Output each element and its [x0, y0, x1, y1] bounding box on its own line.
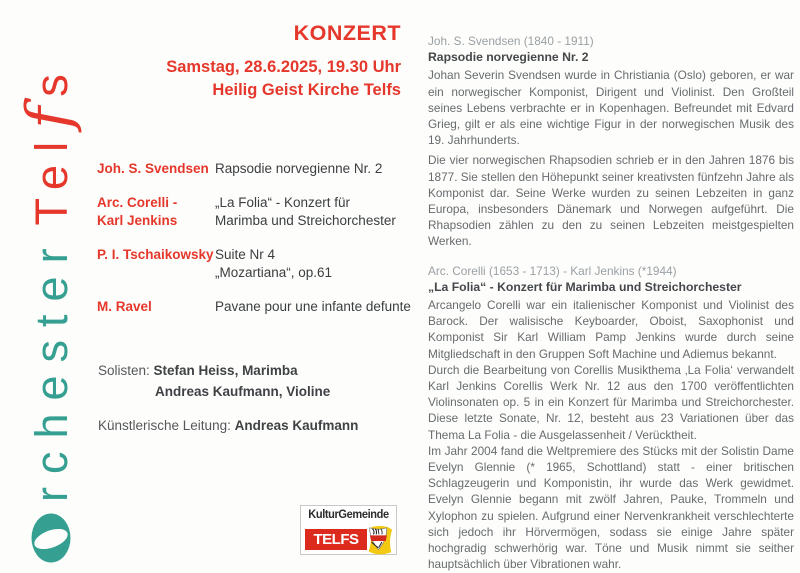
work-title: Rapsodie norvegienne Nr. 2	[215, 161, 383, 176]
telfs-label: TELFS	[305, 529, 367, 550]
composer-name-line2: Karl Jenkins	[97, 213, 178, 228]
orchester-o-logo-icon	[28, 512, 74, 564]
program-list	[97, 160, 427, 332]
event-venue: Heilig Geist Kirche Telfs	[212, 81, 401, 99]
event-date: Samstag, 28.6.2025, 19.30 Uhr	[166, 58, 401, 76]
work-title: „La Folia“ - Konzert für	[215, 195, 351, 210]
program-notes-column	[428, 33, 794, 573]
soloists-label: Solisten:	[98, 363, 154, 378]
soloist-name-violin: Andreas Kaufmann, Violine	[155, 384, 331, 399]
notes-paragraph: Die vier norwegischen Rhapsodien schrieb er in den Jahren 1876 bis 1877. Sie stellen den Höhepunkt seiner kreativsten fünfzehn Jahre als Komponist dar. Seine Werke wurden zu seinen Lebzeiten in ganz Europa, insbesonders Dänemark und Norwegen aufgeführt. Die Rhapsodien zählen zu den zu seinen Lebzeiten meistgespielten Werken.	[428, 153, 794, 249]
section-work-title: „La Folia“ - Konzert für Marimba und Streichorchester	[428, 279, 742, 294]
notes-section-corelli-jenkins	[428, 263, 794, 573]
kulturgemeinde-telfs-logo	[300, 505, 397, 555]
notes-paragraph: Durch die Bearbeitung von Corellis Musikthema ‚La Folia‘ verwandelt Karl Jenkins Corellis Werk Nr. 12 aus den 1700 veröffentlichten Violinsonaten op. 5 in ein Konzert für Marimba und Streichorchester. Diese letzte Sonate, Nr. 12, besteht aus 23 Variationen über das Thema La Folia - die Ausgelassenheit / Verücktheit.	[428, 362, 794, 442]
orchester-telfs-vertical-logo	[14, 4, 84, 570]
soloists-line2	[98, 381, 428, 402]
credits-block	[98, 360, 428, 436]
work-title: Suite Nr 4	[215, 247, 276, 262]
page-title: KONZERT	[293, 21, 401, 45]
work-title: Pavane pour une infante defunte	[215, 299, 411, 314]
telfs-crest-icon	[363, 525, 395, 557]
section-composer-header: Joh. S. Svendsen (1840 - 1911)	[428, 34, 594, 48]
notes-paragraph: Arcangelo Corelli war ein italienischer Komponist und Violinist des Barock. Der walisische Keyboarder, Oboist, Saxophonist und Komponist Sir Karl William Pamp Jenkins wurde durch seine Mitgliedschaft in den Gruppen Soft Machine und Adiemus bekannt.	[428, 298, 794, 361]
soloist-name-marimba: Stefan Heiss, Marimba	[153, 363, 298, 378]
notes-section-svendsen	[428, 33, 794, 250]
soloists-line1	[98, 360, 428, 381]
header-block	[100, 21, 401, 102]
notes-paragraph: Johan Severin Svendsen wurde in Christiania (Oslo) geboren, er war ein norwegischer Komponist, Dirigent und Violinist. Den Großteil seines Lebens verbrachte er in Kopenhagen. Befreundet mit Edvard Grieg, gilt er als eine wichtige Figur in der norwegischen Musik des 19. Jahrhunderts.	[428, 68, 794, 148]
section-composer-header: Arc. Corelli (1653 - 1713) - Karl Jenkins (*1944)	[428, 263, 677, 278]
program-row	[97, 298, 427, 316]
work-title-line2: „Mozartiana“, op.61	[215, 265, 333, 280]
vertical-logo-word-telfs: Telfs	[14, 61, 84, 226]
composer-name: M. Ravel	[97, 299, 152, 314]
section-work-title: Rapsodie norvegienne Nr. 2	[428, 50, 589, 65]
composer-name: Arc. Corelli -	[97, 195, 178, 210]
vertical-logo-word-orchester: rchester	[26, 235, 77, 502]
artistic-direction-label: Künstlerische Leitung:	[98, 418, 235, 433]
notes-paragraph: Im Jahr 2004 fand die Weltpremiere des Stücks mit der Solistin Dame Evelyn Glennie (* 1965, Schottland) statt - einer britischen Schlagzeugerin und Komponistin, ihr wurde das Werk gewidmet. Evelyn Glennie begann mit zwölf Jahren, Pauke, Trommeln und Xylophon zu spielen. Aufgrund einer Nervenkrankheit verschlechterte sich jedoch ihr Hörvermögen, sodass sie einige Jahre später hochgradig schwerhörig war. Töne und Musik nimmt sie seither hauptsächlich über Vibrationen wahr.	[428, 443, 794, 572]
composer-name: Joh. S. Svendsen	[97, 161, 209, 176]
artistic-director-name: Andreas Kaufmann	[234, 418, 359, 433]
work-title-line2: Marimba und Streichorchester	[215, 213, 396, 228]
forte-f-glyph: f	[14, 96, 84, 129]
program-row	[97, 246, 427, 282]
kulturgemeinde-label: KulturGemeinde	[308, 509, 389, 521]
program-row	[97, 194, 427, 230]
artistic-direction-line	[98, 415, 428, 436]
program-row	[97, 160, 427, 178]
composer-name: P. I. Tschaikowsky	[97, 247, 214, 262]
